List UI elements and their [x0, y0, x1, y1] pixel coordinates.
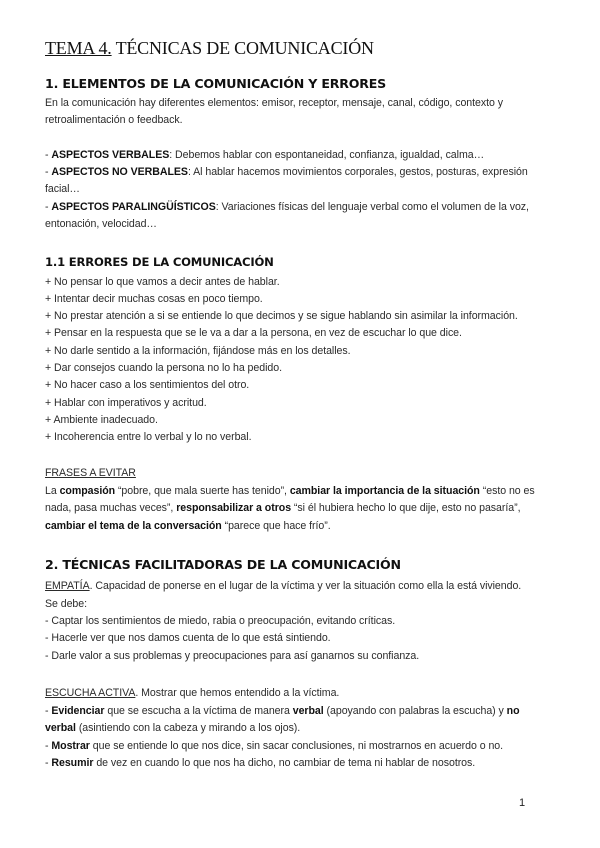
frases-bold: cambiar el tema de la conversación	[45, 520, 222, 532]
escucha-activa-label: ESCUCHA ACTIVA	[45, 687, 136, 699]
title-text: TÉCNICAS DE COMUNICACIÓN	[111, 38, 374, 58]
frases-bold: compasión	[59, 485, 116, 497]
empatia-line	[45, 580, 521, 592]
empatia-item: - Darle valor a sus problemas y preocupaciones para así ganarnos su confianza.	[45, 650, 420, 662]
frases-text: “pobre, que mala suerte has tenido”,	[115, 485, 290, 497]
frases-line-2	[45, 502, 520, 514]
error-item: + Dar consejos cuando la persona no lo ha pedido.	[45, 362, 282, 374]
intro-line-1: En la comunicación hay diferentes elementos: emisor, receptor, mensaje, canal, código, contexto y	[45, 97, 503, 109]
evidenciar-bold: Evidenciar	[51, 705, 105, 717]
evidenciar-text: (asintiendo con la cabeza y mirando a los ojos).	[75, 722, 301, 734]
mostrar-line: - Mostrar que se entiende lo que nos dice, sin sacar conclusiones, ni mostrarnos en acuerdo o no.	[45, 740, 504, 752]
escucha-activa-text: . Mostrar que hemos entendido a la víctima.	[135, 687, 340, 699]
aspectos-verbales-text: : Debemos hablar con espontaneidad, confianza, igualdad, calma…	[169, 149, 485, 161]
aspectos-paralinguisticos: - ASPECTOS PARALINGÜÍSTICOS: Variaciones físicas del lenguaje verbal como el volumen de la voz,	[45, 201, 529, 213]
frases-text: nada, pasa muchas veces”,	[45, 502, 177, 514]
empatia-item: - Hacerle ver que nos damos cuenta de lo que está sintiendo.	[45, 632, 331, 644]
page-number: 1	[519, 797, 526, 809]
empatia-text: . Capacidad de ponerse en el lugar de la víctima y ver la situación como ella la está viviendo.	[89, 580, 522, 592]
error-item: + Intentar decir muchas cosas en poco tiempo.	[45, 293, 263, 305]
aspectos-verbales: - ASPECTOS VERBALES: Debemos hablar con espontaneidad, confianza, igualdad, calma…	[45, 149, 485, 161]
aspectos-paralinguisticos-text: : Variaciones físicas del lenguaje verbal como el volumen de la voz,	[215, 201, 529, 213]
error-item: + No darle sentido a la información, fijándose más en los detalles.	[45, 345, 351, 357]
frases-text: La	[45, 485, 60, 497]
error-item: + Pensar en la respuesta que se le va a dar a la persona, en vez de escuchar lo que dice.	[45, 327, 462, 339]
resumir-line: - Resumir de vez en cuando lo que nos ha dicho, no cambiar de tema ni hablar de nosotros.	[45, 757, 476, 769]
escucha-activa-line	[45, 687, 339, 699]
error-item: + Hablar con imperativos y acritud.	[45, 397, 207, 409]
resumir-text: de vez en cuando lo que nos ha dicho, no cambiar de tema ni hablar de nosotros.	[93, 757, 476, 769]
frases-heading	[45, 467, 136, 479]
error-item: + Incoherencia entre lo verbal y lo no verbal.	[45, 431, 252, 443]
title-number: TEMA 4.	[45, 38, 112, 58]
section-1-1-heading: 1.1 ERRORES DE LA COMUNICACIÓN	[45, 255, 274, 269]
aspectos-verbales-label: ASPECTOS VERBALES	[51, 149, 170, 161]
aspectos-paralinguisticos-line-2: entonación, velocidad…	[45, 218, 157, 230]
evidenciar-bold: verbal	[292, 705, 324, 717]
mostrar-bold: Mostrar	[51, 740, 90, 752]
empatia-label: EMPATÍA	[45, 580, 90, 592]
aspectos-no-verbales-text: : Al hablar hacemos movimientos corporales, gestos, posturas, expresión	[187, 166, 528, 178]
aspectos-paralinguisticos-label: ASPECTOS PARALINGÜÍSTICOS	[51, 201, 216, 213]
section-1-heading: 1. ELEMENTOS DE LA COMUNICACIÓN Y ERRORES	[45, 76, 387, 91]
error-item: + Ambiente inadecuado.	[45, 414, 158, 426]
frases-text: “esto no es	[479, 485, 535, 497]
evidenciar-line-1: - Evidenciar que se escucha a la víctima de manera verbal (apoyando con palabras la escucha) y no	[45, 705, 520, 717]
section-2-heading: 2. TÉCNICAS FACILITADORAS DE LA COMUNICACIÓN	[45, 557, 401, 572]
aspectos-no-verbales: - ASPECTOS NO VERBALES: Al hablar hacemos movimientos corporales, gestos, posturas, expresión	[45, 166, 528, 178]
frases-bold: responsabilizar a otros	[176, 502, 292, 514]
frases-heading-text: FRASES A EVITAR	[45, 467, 136, 479]
evidenciar-text: que se escucha a la víctima de manera	[104, 705, 293, 717]
aspectos-no-verbales-line-2: facial…	[45, 183, 80, 195]
se-debe: Se debe:	[45, 598, 88, 610]
page-title	[45, 38, 374, 59]
frases-text: “parece que hace frío”.	[221, 520, 331, 532]
error-item: + No hacer caso a los sentimientos del otro.	[45, 379, 250, 391]
aspectos-no-verbales-label: ASPECTOS NO VERBALES	[51, 166, 188, 178]
error-item: + No prestar atención a si se entiende lo que decimos y se sigue hablando sin asimilar la información.	[45, 310, 518, 322]
evidenciar-text: (apoyando con palabras la escucha) y	[323, 705, 507, 717]
frases-text: “si él hubiera hecho lo que dije, esto no pasaría”,	[291, 502, 521, 514]
empatia-item: - Captar los sentimientos de miedo, rabia o preocupación, evitando críticas.	[45, 615, 396, 627]
mostrar-text: que se entiende lo que nos dice, sin sacar conclusiones, ni mostrarnos en acuerdo o no.	[89, 740, 504, 752]
resumir-bold: Resumir	[51, 757, 94, 769]
frases-line-1	[45, 485, 535, 497]
evidenciar-bold: verbal	[45, 722, 76, 734]
intro-line-2: retroalimentación o feedback.	[45, 114, 183, 126]
frases-line-3	[45, 520, 331, 532]
frases-bold: cambiar la importancia de la situación	[289, 485, 480, 497]
evidenciar-bold: no	[506, 705, 520, 717]
error-item: + No pensar lo que vamos a decir antes de hablar.	[45, 276, 280, 288]
evidenciar-line-2	[45, 722, 300, 734]
